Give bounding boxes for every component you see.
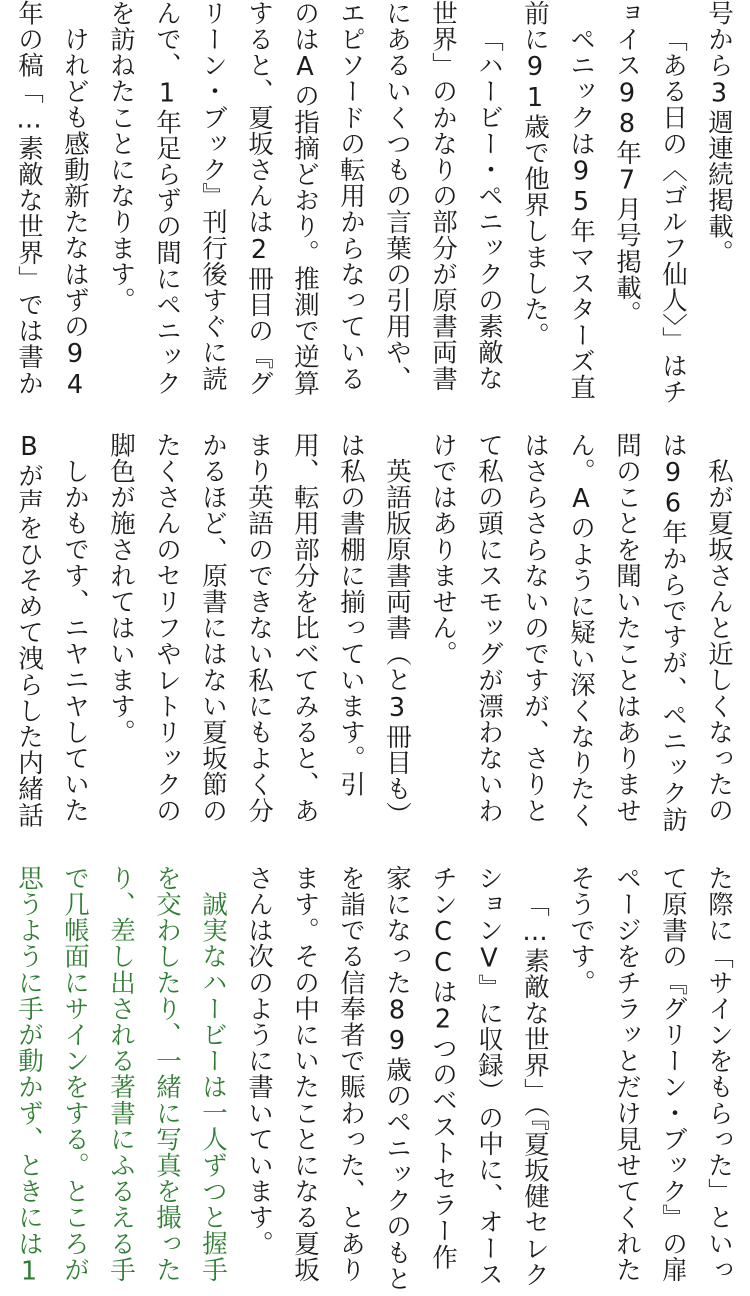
paragraph: 「…素敵な世界」（『夏坂健セレクションⅤ』に収録）の中に、オースチンCCは2つのベストセラー作家になった89歳のペニックのもとを詣でる信奉者で賑わった、とあります。その中にいたことになる夏坂さんは次のように書いています。 — [244, 865, 550, 1292]
paragraph: た際に「サインをもらった」といって原書の『グリーン・ブック』の扉ページをチラッとだけ見せてくれたそうです。 — [566, 865, 734, 1283]
paragraph: 号から3週連続掲載。 — [704, 0, 734, 266]
paragraph: 私が夏坂さんと近しくなったのは96年からですが、ペニック訪問のことを聞いたことはありません。Aのように疑い深くなりたくはさらさらないのですが、さりとて私の頭にスモッグが漂わないわけではありません。 — [428, 432, 734, 833]
text-column-block-2 — [0, 432, 750, 842]
paragraph: ペニックは95年マスターズ直前に91歳で他界しました。 — [520, 0, 596, 400]
text-column-block-3 — [0, 865, 750, 1296]
text-column-block-1 — [0, 0, 750, 416]
quoted-paragraph: 誠実なハービーは一人ずつと握手を交わしたり、一緒に写真を撮ったり、差し出される著書にふるえる手で几帳面にサインをする。ところが思うように手が動かず、ときには1 — [14, 865, 228, 1288]
paragraph: 「ハービー・ペニックの素敵な世界」のかなりの部分が原書両書にあるいくつもの言葉の引用や、エピソードの転用からなっているのはAの指摘どおり。推測で逆算すると、夏坂さんは2冊目の『グリーン・ブック』刊行後すぐに読んで、1年足らずの間にペニックを訪ねたことになります。 — [106, 0, 504, 396]
paragraph: 英語版原書両書（と3冊目も）は私の書棚に揃っています。引用、転用部分を比べてみると、あまり英語のできない私にもよく分かるほど、原書にはない夏坂節のたくさんのセリフやレトリックの脚色が施されてはいます。 — [106, 432, 412, 828]
paragraph: しかもです、ニヤニヤしていたBが声をひそめて洩らした内緒話 — [14, 432, 90, 828]
paragraph: けれども感動新たなはずの94年の稿「…素敵な世界」では書か — [14, 0, 90, 400]
paragraph: 「ある日の〈ゴルフ仙人〉」はチョイス98年7月号掲載。 — [612, 0, 688, 405]
